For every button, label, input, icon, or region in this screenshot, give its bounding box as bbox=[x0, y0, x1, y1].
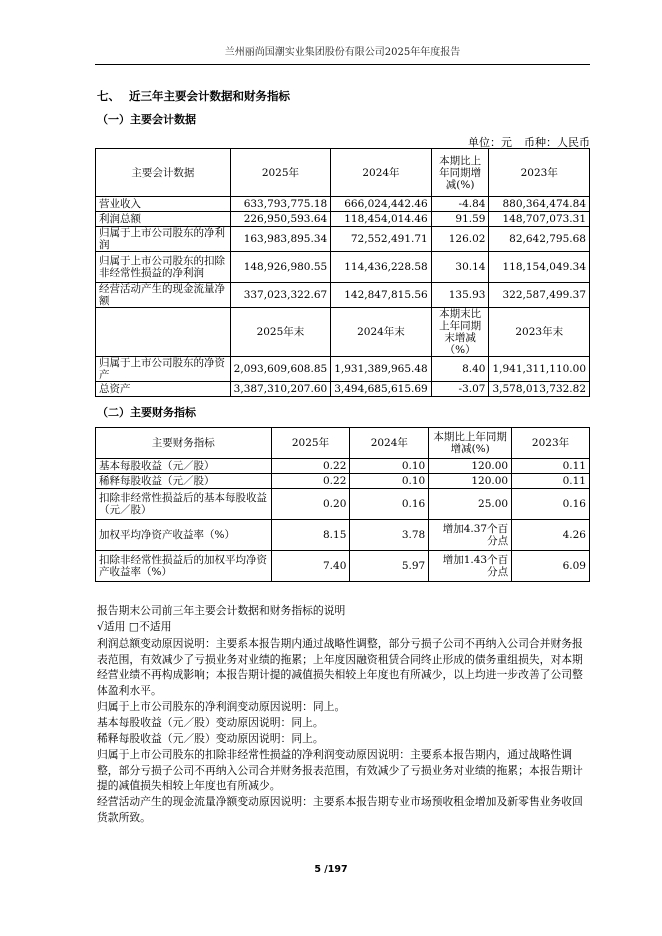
cell-value: 118,154,049.34 bbox=[489, 252, 590, 283]
row-label: 扣除非经常性损益后的基本每股收益（元／股） bbox=[96, 489, 272, 520]
cell-value: 0.16 bbox=[512, 489, 590, 520]
cell-value: 0.11 bbox=[512, 474, 590, 489]
cell-value: 226,950,593.64 bbox=[230, 212, 331, 227]
cell-value: 91.59 bbox=[431, 212, 489, 227]
cell-value: 666,024,442.46 bbox=[331, 197, 432, 212]
cell-value: 5.97 bbox=[350, 551, 429, 582]
table-header-row bbox=[96, 149, 590, 197]
page-number: 5 /197 bbox=[314, 864, 348, 875]
cell-value: 880,364,474.84 bbox=[489, 197, 590, 212]
cell-value: 1,931,389,965.48 bbox=[331, 357, 432, 382]
cell-value: 148,926,980.55 bbox=[230, 252, 331, 283]
cell-value: 118,454,014.46 bbox=[331, 212, 432, 227]
cell-value: 8.15 bbox=[271, 520, 350, 551]
table-row bbox=[96, 283, 590, 308]
cell-value: 322,587,499.37 bbox=[489, 283, 590, 308]
cell-value: 3.78 bbox=[350, 520, 429, 551]
unit-label: 单位：元 bbox=[468, 136, 512, 149]
header-cell: 2024年 bbox=[331, 149, 432, 197]
cell-value: 3,387,310,207.60 bbox=[230, 382, 331, 397]
cell-value: 0.20 bbox=[271, 489, 350, 520]
cell-value: 142,847,815.56 bbox=[331, 283, 432, 308]
row-label: 扣除非经常性损益后的加权平均净资产收益率（%） bbox=[96, 551, 272, 582]
cell-value: 6.09 bbox=[512, 551, 590, 582]
section-title bbox=[97, 88, 290, 104]
cell-value: 2,093,609,608.85 bbox=[230, 357, 331, 382]
financial-indicators-table bbox=[95, 427, 590, 582]
cell-value: 3,494,685,615.69 bbox=[331, 382, 432, 397]
cell-value: 114,436,228.58 bbox=[331, 252, 432, 283]
cell-value: 30.14 bbox=[431, 252, 489, 283]
cell-value: 3,578,013,732.82 bbox=[489, 382, 590, 397]
cell-value: -3.07 bbox=[431, 382, 489, 397]
applicability-line: √适用 □不适用 bbox=[97, 620, 172, 633]
currency-label: 币种：人民币 bbox=[524, 136, 590, 149]
row-label: 基本每股收益（元／股） bbox=[96, 459, 272, 474]
table-row bbox=[96, 252, 590, 283]
cell-value: 增加4.37个百分点 bbox=[429, 520, 512, 551]
table-row bbox=[96, 357, 590, 382]
note-paragraph: 归属于上市公司股东的净利润变动原因说明：同上。 bbox=[97, 700, 346, 713]
header-cell bbox=[96, 308, 231, 357]
row-label: 归属于上市公司股东的净利润 bbox=[96, 227, 231, 252]
row-label: 经营活动产生的现金流量净额 bbox=[96, 283, 231, 308]
cell-value: 120.00 bbox=[429, 459, 512, 474]
header-cell: 本期末比上年同期末增减（%） bbox=[431, 308, 489, 357]
row-label: 加权平均净资产收益率（%） bbox=[96, 520, 272, 551]
note-paragraph: 经营活动产生的现金流量净额变动原因说明：主要系本报告期专业市场预收租金增加及新零售业务收回货款所致。 bbox=[97, 795, 583, 824]
cell-value: 0.11 bbox=[512, 459, 590, 474]
row-label: 稀释每股收益（元／股） bbox=[96, 474, 272, 489]
section-number: 七、 bbox=[97, 89, 120, 103]
table-row bbox=[96, 489, 590, 520]
cell-value: 120.00 bbox=[429, 474, 512, 489]
header-cell: 本期比上年同期增减(%) bbox=[429, 428, 512, 459]
cell-value: 增加1.43个百分点 bbox=[429, 551, 512, 582]
note-paragraph: 归属于上市公司股东的扣除非经常性损益的净利润变动原因说明：主要系本报告期内，通过战略性调整，部分亏损子公司不再纳入公司合并财务报表范围，有效减少了亏损业务对业绩的拖累；本报告期计提的减值损失相较上年度也有所减少。 bbox=[97, 748, 583, 792]
table-row bbox=[96, 459, 590, 474]
page-header: 兰州丽尚国潮实业集团股份有限公司2025年年度报告 bbox=[95, 46, 590, 65]
header-cell: 2023年 bbox=[512, 428, 590, 459]
header-cell: 2024年末 bbox=[331, 308, 432, 357]
header-cell: 2025年 bbox=[271, 428, 350, 459]
cell-value: 25.00 bbox=[429, 489, 512, 520]
cell-value: 0.22 bbox=[271, 474, 350, 489]
header-cell: 2023年 bbox=[489, 149, 590, 197]
cell-value: 0.10 bbox=[350, 474, 429, 489]
note-paragraph: 利润总额变动原因说明：主要系本报告期内通过战略性调整，部分亏损子公司不再纳入公司合并财务报表范围，有效减少了亏损业务对业绩的拖累；上年度因融资租赁合同终止形成的债务重组损失，对本期经营业绩不再构成影响；本报告期计提的减值损失相较上年度也有所减少，以上均进一步改善了公司整体盈利水平。 bbox=[97, 637, 583, 697]
cell-value: 163,983,895.34 bbox=[230, 227, 331, 252]
cell-value: 0.22 bbox=[271, 459, 350, 474]
note-paragraph: 基本每股收益（元／股）变动原因说明：同上。 bbox=[97, 716, 324, 729]
row-label: 营业收入 bbox=[96, 197, 231, 212]
cell-value: 633,793,775.18 bbox=[230, 197, 331, 212]
cell-value: 82,642,795.68 bbox=[489, 227, 590, 252]
table-row bbox=[96, 520, 590, 551]
table-row bbox=[96, 227, 590, 252]
notes-intro: 报告期末公司前三年主要会计数据和财务指标的说明 bbox=[97, 604, 346, 617]
cell-value: 135.93 bbox=[431, 283, 489, 308]
table-subheader-row bbox=[96, 308, 590, 357]
header-cell: 本期比上年同期增减(%) bbox=[431, 149, 489, 197]
row-label: 利润总额 bbox=[96, 212, 231, 227]
cell-value: 0.10 bbox=[350, 459, 429, 474]
table-row bbox=[96, 212, 590, 227]
cell-value: 337,023,322.67 bbox=[230, 283, 331, 308]
cell-value: 126.02 bbox=[431, 227, 489, 252]
cell-value: 148,707,073.31 bbox=[489, 212, 590, 227]
header-cell: 2024年 bbox=[350, 428, 429, 459]
accounting-data-title: （一）主要会计数据 bbox=[97, 113, 196, 126]
table-row bbox=[96, 382, 590, 397]
cell-value: 7.40 bbox=[271, 551, 350, 582]
table-row bbox=[96, 551, 590, 582]
row-label: 总资产 bbox=[96, 382, 231, 397]
accounting-data-table bbox=[95, 148, 590, 397]
financial-indicators-title: （二）主要财务指标 bbox=[97, 406, 196, 419]
cell-value: 72,552,491.71 bbox=[331, 227, 432, 252]
table-row bbox=[96, 474, 590, 489]
cell-value: -4.84 bbox=[431, 197, 489, 212]
section-title-text: 近三年主要会计数据和财务指标 bbox=[129, 89, 290, 103]
header-cell: 主要财务指标 bbox=[96, 428, 272, 459]
cell-value: 4.26 bbox=[512, 520, 590, 551]
header-cell: 2025年末 bbox=[230, 308, 331, 357]
cell-value: 8.40 bbox=[431, 357, 489, 382]
row-label: 归属于上市公司股东的扣除非经常性损益的净利润 bbox=[96, 252, 231, 283]
header-cell: 主要会计数据 bbox=[96, 149, 231, 197]
header-cell: 2025年 bbox=[230, 149, 331, 197]
table-row bbox=[96, 197, 590, 212]
header-cell: 2023年末 bbox=[489, 308, 590, 357]
cell-value: 0.16 bbox=[350, 489, 429, 520]
note-paragraph: 稀释每股收益（元／股）变动原因说明：同上。 bbox=[97, 732, 324, 745]
cell-value: 1,941,311,110.00 bbox=[489, 357, 590, 382]
table-header-row bbox=[96, 428, 590, 459]
row-label: 归属于上市公司股东的净资产 bbox=[96, 357, 231, 382]
